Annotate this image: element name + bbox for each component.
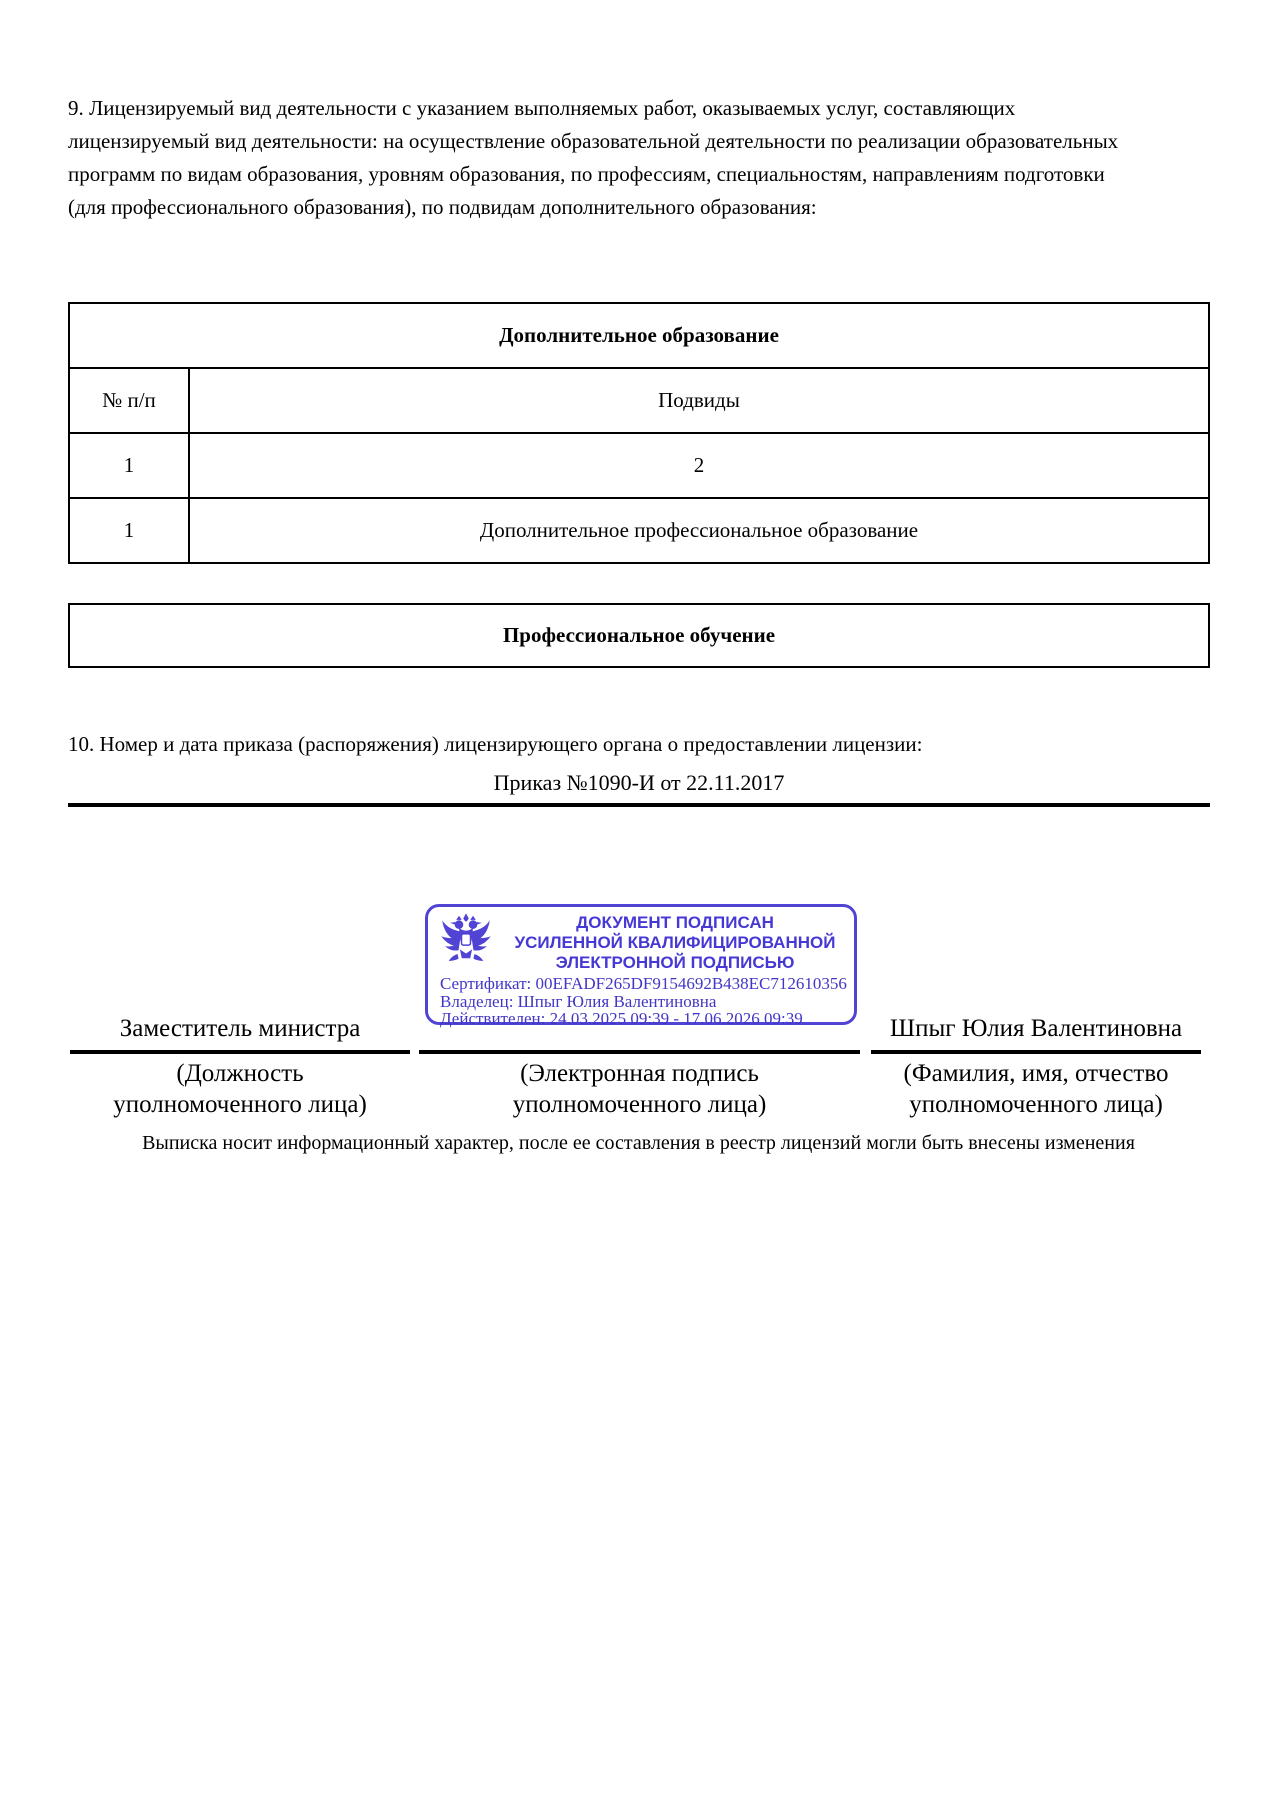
caption-line: уполномоченного лица) [512, 1091, 767, 1118]
caption-line: (Электронная подпись [520, 1060, 759, 1087]
section-9-paragraph: 9. Лицензируемый вид деятельности с указанием выполняемых работ, оказываемых услуг, составляющих лицензируемый вид деятельности: на осуществление образовательной деятельности по реализации образовательных программ по видам образования, уровням образования, по профессиям, специальностям, направлениям подготовки (для профессионального образования), по подвидам дополнительного образования: [68, 96, 1119, 219]
column-header-number: № п/п [70, 369, 190, 432]
caption-line: уполномоченного лица) [909, 1091, 1163, 1118]
signer-position: Заместитель министра [119, 1015, 361, 1042]
table-header-row [70, 367, 1208, 432]
digital-signature-stamp [425, 904, 857, 1028]
stamp-top-section [428, 907, 854, 973]
stamp-certificate: Сертификат: 00EFADF265DF9154692B438EC712610356 [440, 974, 847, 993]
stamp-title-line: УСИЛЕННОЙ КВАЛИФИЦИРОВАННОЙ [514, 933, 836, 952]
stamp-title-line: ДОКУМЕНТ ПОДПИСАН [576, 913, 774, 932]
stamp-title-line: ЭЛЕКТРОННОЙ ПОДПИСЬЮ [555, 953, 795, 972]
caption-position [70, 1058, 410, 1120]
signature-line-signature [419, 1050, 860, 1054]
coat-of-arms-icon [438, 912, 494, 973]
signature-line-position [70, 1050, 410, 1054]
table-title: Дополнительное образование [499, 323, 779, 347]
stamp-validity: Действителен: 24.03.2025 09:39 - 17.06.2026 09:39 [440, 1009, 803, 1028]
caption-name [871, 1058, 1201, 1120]
order-underline [68, 803, 1210, 807]
signature-line-name [871, 1050, 1201, 1054]
caption-line: уполномоченного лица) [113, 1091, 367, 1118]
column-header-subtypes: Подвиды [658, 388, 740, 412]
additional-education-table [68, 302, 1210, 564]
caption-line: (Фамилия, имя, отчество [903, 1060, 1169, 1087]
caption-signature [419, 1058, 860, 1120]
cell-number: 1 [70, 434, 190, 497]
cell-number: 1 [70, 499, 190, 562]
stamp-title [496, 907, 854, 973]
order-number-line: Приказ №1090-И от 22.11.2017 [493, 770, 785, 795]
caption-line: (Должность [176, 1060, 304, 1087]
cell-value: Дополнительное профессиональное образование [479, 518, 919, 542]
table-row [70, 497, 1208, 562]
stamp-details [440, 975, 854, 1028]
stamp-owner: Владелец: Шпыг Юлия Валентиновна [440, 991, 717, 1011]
signer-name: Шпыг Юлия Валентиновна [889, 1015, 1183, 1042]
professional-training-table: Профессиональное обучение [68, 603, 1210, 668]
cell-value: 2 [693, 453, 705, 477]
footer-disclaimer: Выписка носит информационный характер, после ее составления в реестр лицензий могли быть внесены изменения [142, 1132, 1135, 1154]
section-10-paragraph: 10. Номер и дата приказа (распоряжения) лицензирующего органа о предоставлении лицензии: [68, 732, 923, 756]
table-row [70, 432, 1208, 497]
